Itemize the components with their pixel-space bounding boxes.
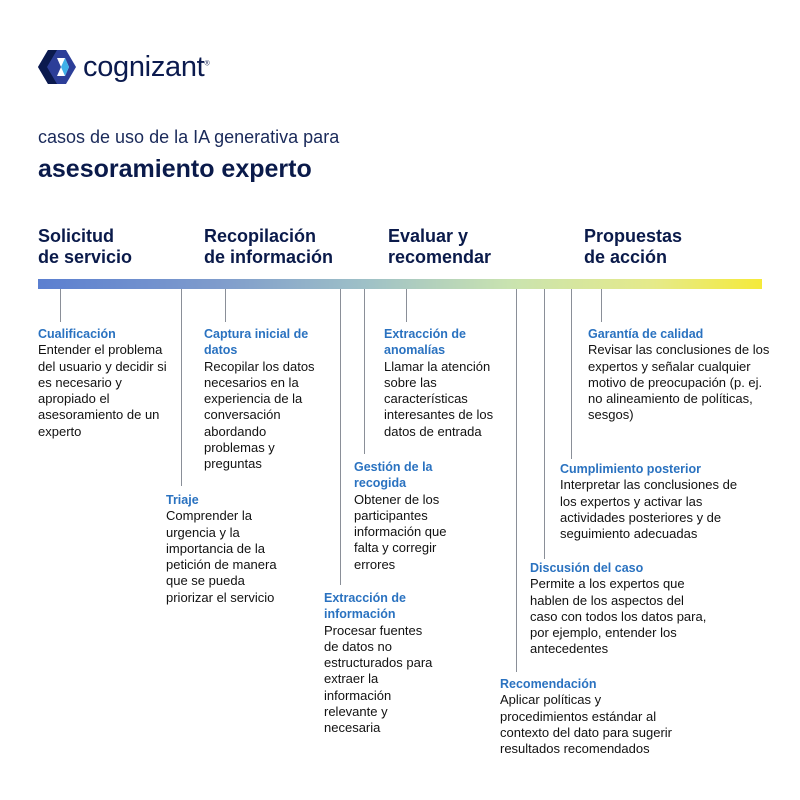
connector-extraccion-informacion [340, 289, 341, 585]
item-heading: Extracción de información [324, 591, 406, 622]
subtitle: casos de uso de la IA generativa para [38, 127, 340, 147]
cognizant-logo [38, 50, 209, 84]
item-body: Entender el problema del usuario y decidir si es necesario y apropiado el asesoramiento de un experto [38, 342, 167, 439]
item-body: Permite a los expertos que hablen de los aspectos del caso con todos los datos para, por ejemplo, entender los antecedentes [530, 576, 707, 657]
item-body: Interpretar las conclusiones de los expertos y activar las actividades posteriores y de seguimiento adecuadas [560, 477, 738, 542]
item-heading: Gestión de la recogida [354, 460, 433, 491]
item-body: Obtener de los participantes información que falta y corregir errores [354, 491, 447, 572]
item-body: Revisar las conclusiones de los expertos y señalar cualquier motivo de preocupación (p. ej. no alineamiento de políticas, sesgos) [588, 342, 770, 423]
item-heading: Cualificación [38, 327, 116, 341]
brand-tm: ® [204, 59, 210, 67]
item-heading: Captura inicial de datos [204, 327, 309, 358]
connector-recomendacion [516, 289, 517, 672]
connector-extraccion-anomalias [406, 289, 407, 322]
item-gestion-recogida [354, 459, 466, 573]
connector-captura [225, 289, 226, 322]
page-title: asesoramiento experto [38, 155, 312, 183]
item-cualificacion [38, 326, 178, 440]
item-heading: Recomendación [500, 677, 597, 691]
item-body: Aplicar políticas y procedimientos estándar al contexto del dato para sugerir resultados recomendados [500, 692, 672, 757]
connector-triaje [181, 289, 182, 486]
phase-propuestas: Propuestas de acción [584, 226, 683, 267]
item-extraccion-anomalias [384, 326, 508, 440]
cognizant-logo-icon [38, 50, 76, 84]
item-heading: Triaje [166, 493, 199, 507]
timeline-bar [38, 279, 762, 289]
item-cumplimiento-posterior [560, 461, 746, 542]
connector-discusion [544, 289, 545, 559]
item-heading: Garantía de calidad [588, 327, 704, 341]
item-heading: Extracción de anomalías [384, 327, 466, 358]
connector-gestion [364, 289, 365, 454]
phase-solicitud: Solicitud de servicio [38, 226, 133, 267]
item-captura-inicial [204, 326, 326, 473]
item-heading: Cumplimiento posterior [560, 462, 701, 476]
item-triaje [166, 492, 294, 606]
item-body: Procesar fuentes de datos no estructurados para extraer la información relevante y necesaria [324, 622, 433, 736]
item-discusion-caso [530, 560, 714, 658]
phase-recopilacion: Recopilación de información [204, 226, 334, 267]
phase-evaluar: Evaluar y recomendar [388, 226, 492, 267]
item-body: Recopilar los datos necesarios en la experiencia de la conversación abordando problemas y preguntas [204, 358, 315, 472]
brand-name: cognizant [83, 50, 205, 83]
item-heading: Discusión del caso [530, 561, 644, 575]
item-recomendacion [500, 676, 676, 757]
connector-cualificacion [60, 289, 61, 322]
item-body: Comprender la urgencia y la importancia de la petición de manera que se pueda priorizar el servicio [166, 508, 277, 605]
item-garantia-calidad [588, 326, 774, 424]
item-extraccion-informacion [324, 590, 436, 737]
connector-cumplimiento [571, 289, 572, 459]
item-body: Llamar la atención sobre las características interesantes de los datos de entrada [384, 358, 494, 439]
connector-garantia [601, 289, 602, 322]
